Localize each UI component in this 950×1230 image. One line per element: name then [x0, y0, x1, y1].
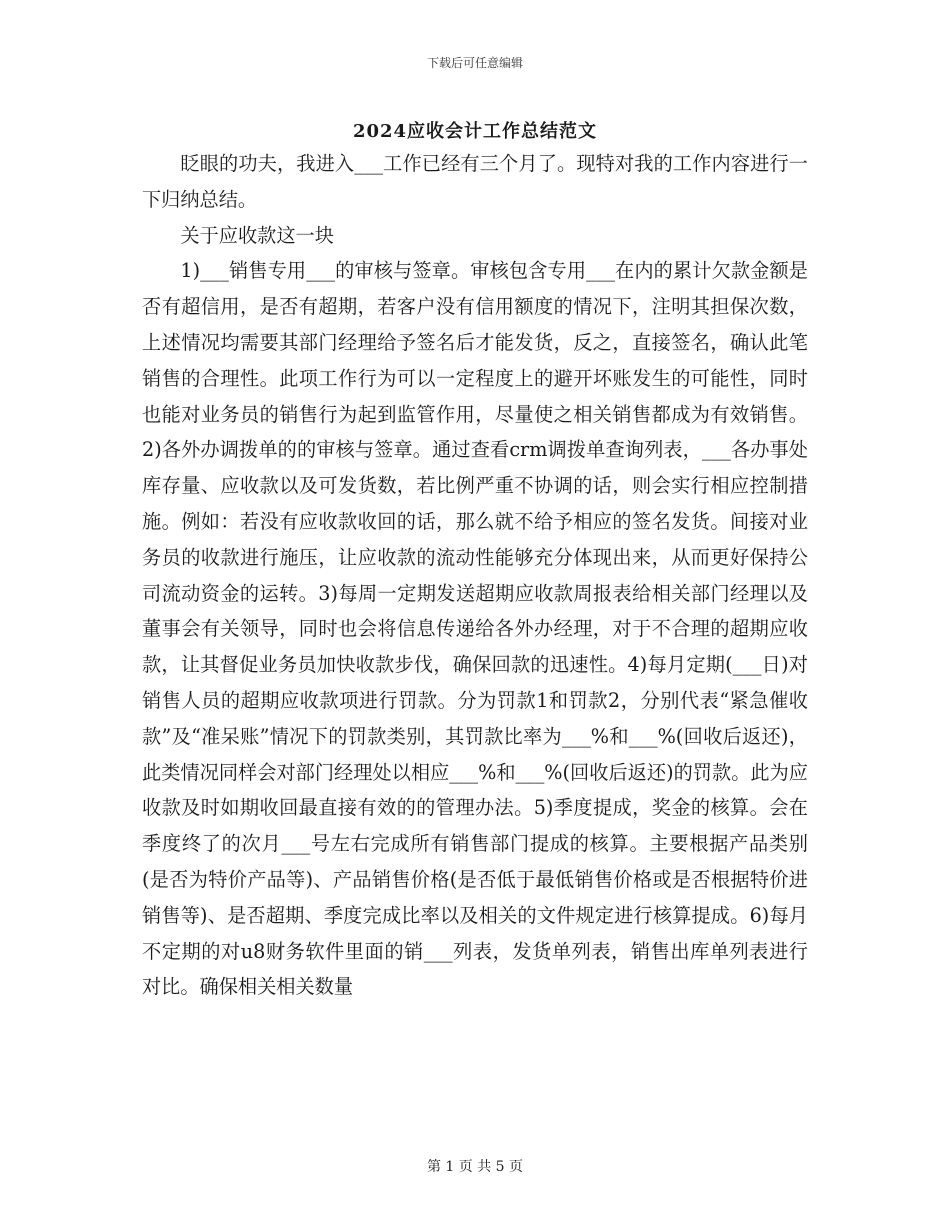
paragraph-section-heading: 关于应收款这一块	[180, 223, 334, 247]
paragraph-details: 1)___销售专用___的审核与签章。审核包含专用___在内的累计欠款金额是否有超信用，是否有超期，若客户没有信用额度的情况下，注明其担保次数，上述情况均需要其部门经理给予签名后才能发货，反之，直接签名，确认此笔销售的合理性。此项工作行为可以一定程度上的避开坏账发生的可能性，同时也能对业务员的销售行为起到监管作用，尽量使之相关销售都成为有效销售。2)各外办调拨单的的审核与签章。通过查看crm调拨单查询列表，___各办事处库存量、应收款以及可发货数，若比例严重不协调的话，则会实行相应控制措施。例如：若没有应收款收回的话，那么就不给予相应的签名发货。间接对业务员的收款进行施压，让应收款的流动性能够充分体现出来，从而更好保持公司流动资金的运转。3)每周一定期发送超期应收款周报表给相关部门经理以及董事会有关领导，同时也会将信息传递给各外办经理，对于不合理的超期应收款，让其督促业务员加快收款步伐，确保回款的迅速性。4)每月定期(___日)对销售人员的超期应收款项进行罚款。分为罚款1和罚款2，分别代表“紧急催收款”及“准呆账”情况下的罚款类别，其罚款比率为___%和___%(回收后返还)，此类情况同样会对部门经理处以相应___%和___%(回收后返还)的罚款。此为应收款及时如期收回最直接有效的的管理办法。5)季度提成，奖金的核算。会在季度终了的次月___号左右完成所有销售部门提成的核算。主要根据产品类别(是否为特价产品等)、产品销售价格(是否低于最低销售价格或是否根据特价进销售等)、是否超期、季度完成比率以及相关的文件规定进行核算提成。6)每月不定期的对u8财务软件里面的销___列表，发货单列表，销售出库单列表进行对比。确保相关相关数量	[142, 259, 808, 999]
page-number: 第 1 页 共 5 页	[426, 1159, 524, 1175]
document-body	[142, 146, 808, 1005]
document-title: 2024应收会计工作总结范文	[352, 121, 598, 142]
header-note: 下载后可任意编辑	[426, 56, 523, 70]
paragraph-intro: 眨眼的功夫，我进入___工作已经有三个月了。现特对我的工作内容进行一下归纳总结。	[142, 152, 808, 211]
